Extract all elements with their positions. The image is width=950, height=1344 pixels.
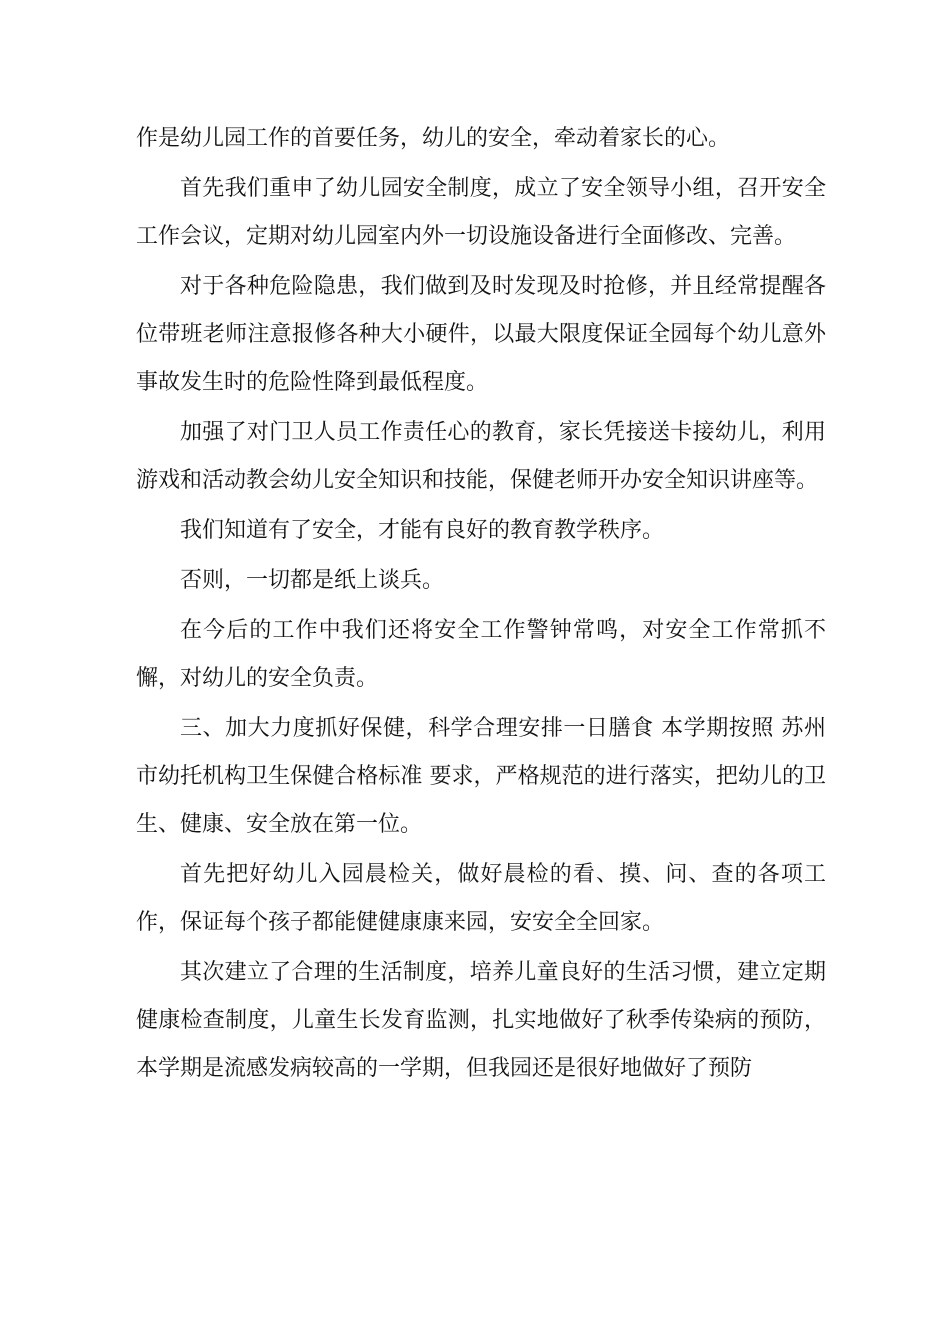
paragraph: 否则，一切都是纸上谈兵。 xyxy=(180,568,445,593)
paragraph: 首先把好幼儿入园晨检关，做好晨检的看、摸、问、查的各项工作，保证每个孩子都能健健康康来园，安安全全回家。 xyxy=(136,862,826,935)
paragraph: 其次建立了合理的生活制度，培养儿童良好的生活习惯，建立定期健康检查制度，儿童生长发育监测，扎实地做好了秋季传染病的预防，本学期是流感发病较高的一学期，但我园还是很好地做好了预防 xyxy=(136,960,826,1081)
paragraph: 作是幼儿园工作的首要任务，幼儿的安全，牵动着家长的心。 xyxy=(136,126,731,151)
paragraph: 在今后的工作中我们还将安全工作警钟常鸣，对安全工作常抓不懈，对幼儿的安全负责。 xyxy=(136,618,826,691)
paragraph: 我们知道有了安全，才能有良好的教育教学秩序。 xyxy=(180,518,665,543)
document-body xyxy=(136,115,826,1095)
paragraph: 三、加大力度抓好保健，科学合理安排一日膳食 本学期按照 苏州市幼托机构卫生保健合格标准 要求，严格规范的进行落实，把幼儿的卫生、健康、安全放在第一位。 xyxy=(136,716,826,837)
paragraph: 加强了对门卫人员工作责任心的教育，家长凭接送卡接幼儿，利用游戏和活动教会幼儿安全知识和技能，保健老师开办安全知识讲座等。 xyxy=(136,420,826,493)
paragraph: 对于各种危险隐患，我们做到及时发现及时抢修，并且经常提醒各位带班老师注意报修各种大小硬件，以最大限度保证全园每个幼儿意外事故发生时的危险性降到最低程度。 xyxy=(136,274,826,395)
paragraph: 首先我们重申了幼儿园安全制度，成立了安全领导小组，召开安全工作会议，定期对幼儿园室内外一切设施设备进行全面修改、完善。 xyxy=(136,176,826,249)
